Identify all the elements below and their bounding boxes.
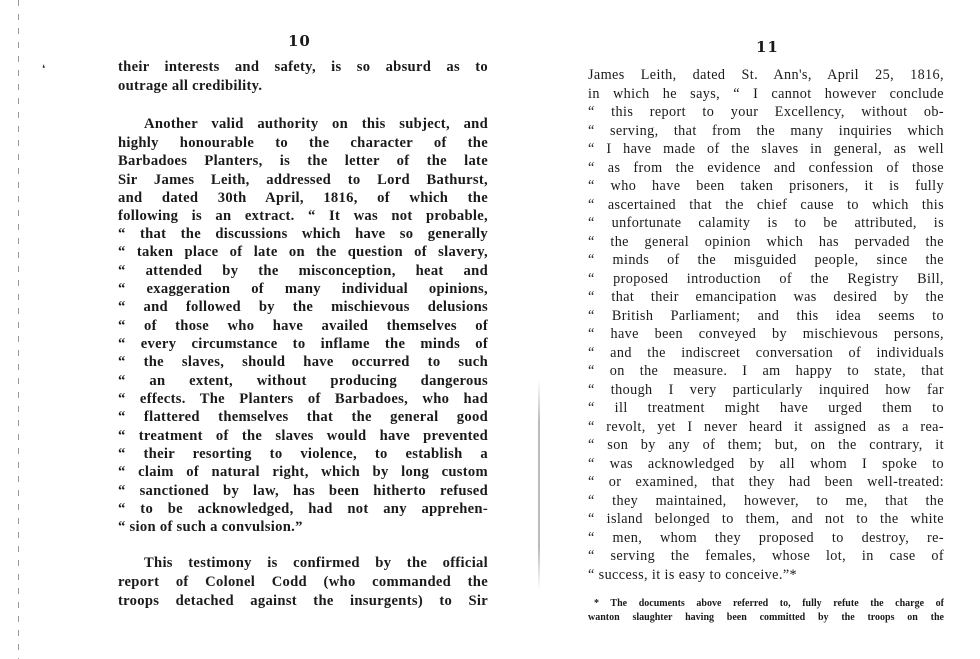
text-line: following is an extract. “ It was not probable, (118, 208, 488, 224)
text-line: “ their resorting to violence, to establish a (118, 446, 488, 462)
text-line: “ and the indiscreet conversation of individuals (588, 345, 944, 361)
footnote-line: * The documents above referred to, fully refute the charge of (594, 598, 944, 609)
text-line: “ men, whom they proposed to destroy, re- (588, 530, 944, 546)
text-line: report of Colonel Codd (who commanded the (118, 574, 488, 590)
page-number: 10 (288, 32, 311, 50)
text-line: “ that their emancipation was desired by the (588, 289, 944, 305)
text-line: Sir James Leith, addressed to Lord Bathurst, (118, 172, 488, 188)
text-line: “ was acknowledged by all whom I spoke to (588, 456, 944, 472)
text-line: “ attended by the misconception, heat and (118, 263, 488, 279)
text-line: “ treatment of the slaves would have prevented (118, 428, 488, 444)
text-line: Barbadoes Planters, is the letter of the late (118, 153, 488, 169)
text-line: outrage all credibility. (118, 78, 263, 94)
text-line: “ I have made of the slaves in general, as well (588, 141, 944, 157)
text-line: Another valid authority on this subject, and (144, 116, 488, 132)
text-line: “ ill treatment might have urged them to (588, 400, 944, 416)
text-line: “ British Parliament; and this idea seems to (588, 308, 944, 324)
text-line: “ exaggeration of many individual opinions, (118, 281, 488, 297)
text-line: “ success, it is easy to conceive.”* (588, 567, 798, 583)
text-line: “ ascertained that the chief cause to which this (588, 197, 944, 213)
text-line: “ they maintained, however, to me, that the (588, 493, 944, 509)
text-line: “ who have been taken prisoners, it is fully (588, 178, 944, 194)
text-line: “ or examined, that they had been well-treated: (588, 474, 944, 490)
text-line: “ effects. The Planters of Barbadoes, who had (118, 391, 488, 407)
text-line: their interests and safety, is so absurd as to (118, 59, 488, 75)
text-line: “ flattered themselves that the general good (118, 409, 488, 425)
text-line: James Leith, dated St. Ann's, April 25, 1816, (588, 67, 944, 83)
page-gutter (538, 380, 540, 590)
text-line: “ son by any of them; but, on the contrary, it (588, 437, 944, 453)
text-line: “ sion of such a convulsion.” (118, 519, 303, 535)
text-line: “ claim of natural right, which by long custom (118, 464, 488, 480)
text-line: “ the general opinion which has pervaded the (588, 234, 944, 250)
text-line: troops detached against the insurgents) to Sir (118, 593, 488, 609)
footnote-line: wanton slaughter having been committed by the troops on the (588, 612, 944, 623)
page-number: 11 (756, 38, 779, 56)
text-line: “ revolt, yet I never heard it assigned as a rea- (588, 419, 944, 435)
text-line: “ have been conveyed by mischievous persons, (588, 326, 944, 342)
text-line: “ as from the evidence and confession of those (588, 160, 944, 176)
text-line: “ this report to your Excellency, without ob- (588, 104, 944, 120)
text-line: “ island belonged to them, and not to the white (588, 511, 944, 527)
text-line: “ unfortunate calamity is to be attributed, is (588, 215, 944, 231)
scan-speck: ❛ (42, 64, 46, 75)
text-line: “ the slaves, should have occurred to such (118, 354, 488, 370)
text-line: This testimony is confirmed by the official (144, 555, 488, 571)
text-line: and dated 30th April, 1816, of which the (118, 190, 488, 206)
text-line: “ of those who have availed themselves of (118, 318, 488, 334)
text-line: “ taken place of late on the question of slavery, (118, 244, 488, 260)
text-line: “ though I very particularly inquired how far (588, 382, 944, 398)
text-line: “ minds of the misguided people, since the (588, 252, 944, 268)
text-line: “ an extent, without producing dangerous (118, 373, 488, 389)
text-line: “ and followed by the mischievous delusions (118, 299, 488, 315)
text-line: highly honourable to the character of the (118, 135, 488, 151)
text-line: “ serving the females, whose lot, in case of (588, 548, 944, 564)
text-line: in which he says, “ I cannot however conclude (588, 86, 944, 102)
text-line: “ on the measure. I am happy to state, that (588, 363, 944, 379)
text-line: “ proposed introduction of the Registry Bill, (588, 271, 944, 287)
text-line: “ to be acknowledged, had not any apprehen- (118, 501, 488, 517)
scan-edge-line (18, 0, 19, 659)
text-line: “ sanctioned by law, has been hitherto refused (118, 483, 488, 499)
text-line: “ that the discussions which have so generally (118, 226, 488, 242)
text-line: “ serving, that from the many inquiries which (588, 123, 944, 139)
text-line: “ every circumstance to inflame the minds of (118, 336, 488, 352)
